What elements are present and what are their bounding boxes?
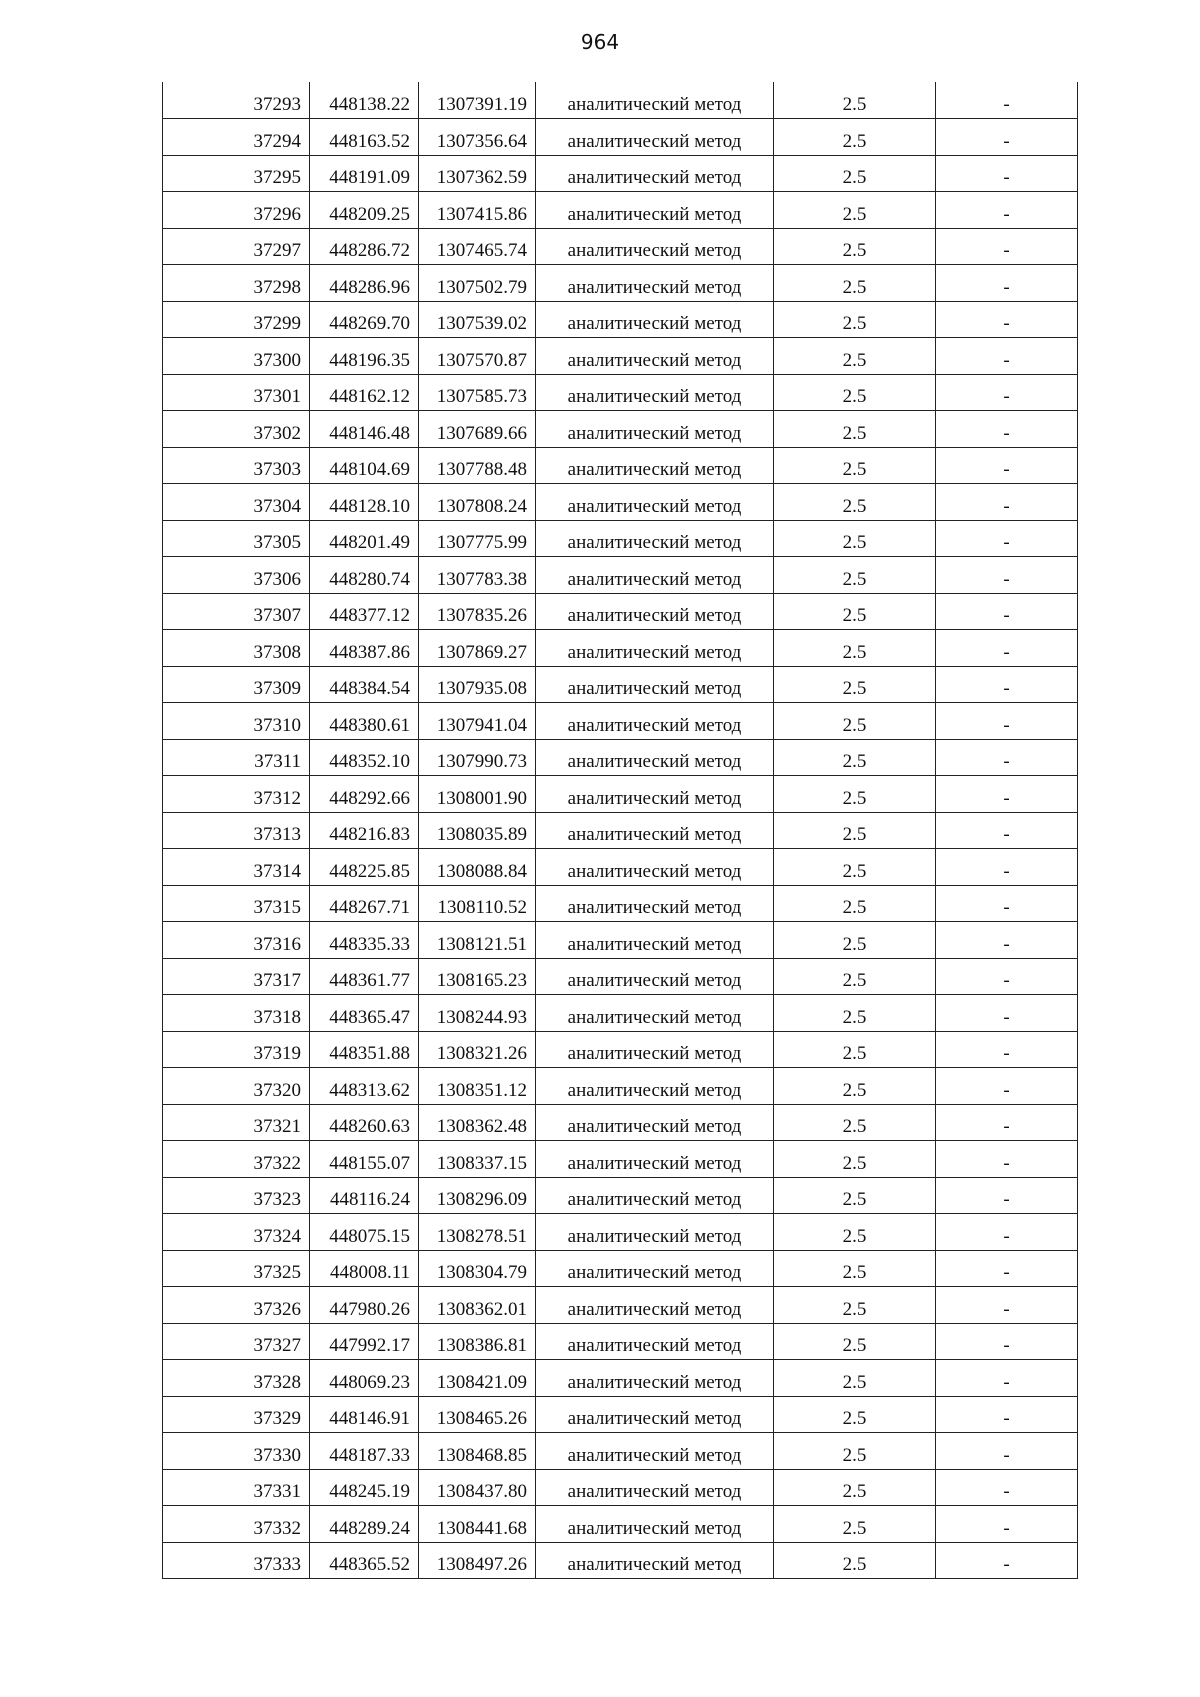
- table-row: [163, 411, 1078, 448]
- point-number-cell: 37306: [163, 557, 310, 594]
- accuracy-cell: 2.5: [774, 192, 936, 229]
- accuracy-cell: 2.5: [774, 885, 936, 922]
- accuracy-cell: 2.5: [774, 1031, 936, 1068]
- y-coordinate-cell: 1308001.90: [419, 776, 536, 813]
- point-number-cell: 37304: [163, 484, 310, 521]
- method-cell: аналитический метод: [536, 1542, 774, 1579]
- point-number-cell: 37325: [163, 1250, 310, 1287]
- x-coordinate-cell: 448267.71: [310, 885, 419, 922]
- point-number-cell: 37313: [163, 812, 310, 849]
- point-number-cell: 37328: [163, 1360, 310, 1397]
- method-cell: аналитический метод: [536, 557, 774, 594]
- accuracy-cell: 2.5: [774, 739, 936, 776]
- method-cell: аналитический метод: [536, 192, 774, 229]
- method-cell: аналитический метод: [536, 338, 774, 375]
- accuracy-cell: 2.5: [774, 155, 936, 192]
- accuracy-cell: 2.5: [774, 1469, 936, 1506]
- method-cell: аналитический метод: [536, 812, 774, 849]
- method-cell: аналитический метод: [536, 1469, 774, 1506]
- method-cell: аналитический метод: [536, 593, 774, 630]
- table-row: [163, 155, 1078, 192]
- y-coordinate-cell: 1308351.12: [419, 1068, 536, 1105]
- y-coordinate-cell: 1308337.15: [419, 1141, 536, 1178]
- method-cell: аналитический метод: [536, 1177, 774, 1214]
- point-number-cell: 37330: [163, 1433, 310, 1470]
- table-row: [163, 1141, 1078, 1178]
- method-cell: аналитический метод: [536, 228, 774, 265]
- note-cell: -: [936, 1141, 1078, 1178]
- y-coordinate-cell: 1307391.19: [419, 82, 536, 119]
- point-number-cell: 37300: [163, 338, 310, 375]
- point-number-cell: 37319: [163, 1031, 310, 1068]
- accuracy-cell: 2.5: [774, 1214, 936, 1251]
- x-coordinate-cell: 447992.17: [310, 1323, 419, 1360]
- x-coordinate-cell: 448380.61: [310, 703, 419, 740]
- x-coordinate-cell: 448146.48: [310, 411, 419, 448]
- accuracy-cell: 2.5: [774, 1396, 936, 1433]
- y-coordinate-cell: 1308362.01: [419, 1287, 536, 1324]
- accuracy-cell: 2.5: [774, 301, 936, 338]
- table-row: [163, 922, 1078, 959]
- table-row: [163, 703, 1078, 740]
- table-row: [163, 1250, 1078, 1287]
- point-number-cell: 37315: [163, 885, 310, 922]
- table-row: [163, 557, 1078, 594]
- x-coordinate-cell: 448163.52: [310, 119, 419, 156]
- method-cell: аналитический метод: [536, 703, 774, 740]
- note-cell: -: [936, 228, 1078, 265]
- y-coordinate-cell: 1307783.38: [419, 557, 536, 594]
- accuracy-cell: 2.5: [774, 703, 936, 740]
- note-cell: -: [936, 1360, 1078, 1397]
- point-number-cell: 37309: [163, 666, 310, 703]
- method-cell: аналитический метод: [536, 849, 774, 886]
- x-coordinate-cell: 448146.91: [310, 1396, 419, 1433]
- table-row: [163, 484, 1078, 521]
- note-cell: -: [936, 374, 1078, 411]
- table-row: [163, 301, 1078, 338]
- accuracy-cell: 2.5: [774, 1104, 936, 1141]
- note-cell: -: [936, 411, 1078, 448]
- table-row: [163, 338, 1078, 375]
- x-coordinate-cell: 447980.26: [310, 1287, 419, 1324]
- x-coordinate-cell: 448128.10: [310, 484, 419, 521]
- accuracy-cell: 2.5: [774, 338, 936, 375]
- accuracy-cell: 2.5: [774, 1542, 936, 1579]
- coordinates-table: [162, 82, 1078, 1579]
- accuracy-cell: 2.5: [774, 1177, 936, 1214]
- x-coordinate-cell: 448286.72: [310, 228, 419, 265]
- table-row: [163, 1433, 1078, 1470]
- y-coordinate-cell: 1307362.59: [419, 155, 536, 192]
- note-cell: -: [936, 1068, 1078, 1105]
- y-coordinate-cell: 1307585.73: [419, 374, 536, 411]
- note-cell: -: [936, 301, 1078, 338]
- x-coordinate-cell: 448335.33: [310, 922, 419, 959]
- point-number-cell: 37294: [163, 119, 310, 156]
- table-row: [163, 1542, 1078, 1579]
- method-cell: аналитический метод: [536, 739, 774, 776]
- table-row: [163, 1323, 1078, 1360]
- x-coordinate-cell: 448280.74: [310, 557, 419, 594]
- y-coordinate-cell: 1308304.79: [419, 1250, 536, 1287]
- x-coordinate-cell: 448377.12: [310, 593, 419, 630]
- accuracy-cell: 2.5: [774, 922, 936, 959]
- point-number-cell: 37323: [163, 1177, 310, 1214]
- y-coordinate-cell: 1307941.04: [419, 703, 536, 740]
- y-coordinate-cell: 1307990.73: [419, 739, 536, 776]
- y-coordinate-cell: 1308421.09: [419, 1360, 536, 1397]
- x-coordinate-cell: 448361.77: [310, 958, 419, 995]
- note-cell: -: [936, 739, 1078, 776]
- y-coordinate-cell: 1308468.85: [419, 1433, 536, 1470]
- method-cell: аналитический метод: [536, 1031, 774, 1068]
- note-cell: -: [936, 1031, 1078, 1068]
- note-cell: -: [936, 1506, 1078, 1543]
- x-coordinate-cell: 448260.63: [310, 1104, 419, 1141]
- table-row: [163, 630, 1078, 667]
- table-row: [163, 192, 1078, 229]
- method-cell: аналитический метод: [536, 1141, 774, 1178]
- method-cell: аналитический метод: [536, 411, 774, 448]
- accuracy-cell: 2.5: [774, 82, 936, 119]
- accuracy-cell: 2.5: [774, 849, 936, 886]
- note-cell: -: [936, 1214, 1078, 1251]
- x-coordinate-cell: 448286.96: [310, 265, 419, 302]
- table-row: [163, 666, 1078, 703]
- method-cell: аналитический метод: [536, 301, 774, 338]
- point-number-cell: 37301: [163, 374, 310, 411]
- point-number-cell: 37307: [163, 593, 310, 630]
- x-coordinate-cell: 448155.07: [310, 1141, 419, 1178]
- x-coordinate-cell: 448075.15: [310, 1214, 419, 1251]
- x-coordinate-cell: 448313.62: [310, 1068, 419, 1105]
- y-coordinate-cell: 1308278.51: [419, 1214, 536, 1251]
- y-coordinate-cell: 1307869.27: [419, 630, 536, 667]
- note-cell: -: [936, 1396, 1078, 1433]
- table-row: [163, 374, 1078, 411]
- point-number-cell: 37297: [163, 228, 310, 265]
- table-row: [163, 119, 1078, 156]
- method-cell: аналитический метод: [536, 630, 774, 667]
- accuracy-cell: 2.5: [774, 1506, 936, 1543]
- point-number-cell: 37296: [163, 192, 310, 229]
- note-cell: -: [936, 82, 1078, 119]
- table-row: [163, 265, 1078, 302]
- accuracy-cell: 2.5: [774, 557, 936, 594]
- table-row: [163, 82, 1078, 119]
- y-coordinate-cell: 1307415.86: [419, 192, 536, 229]
- point-number-cell: 37302: [163, 411, 310, 448]
- accuracy-cell: 2.5: [774, 776, 936, 813]
- x-coordinate-cell: 448138.22: [310, 82, 419, 119]
- x-coordinate-cell: 448352.10: [310, 739, 419, 776]
- y-coordinate-cell: 1308110.52: [419, 885, 536, 922]
- accuracy-cell: 2.5: [774, 374, 936, 411]
- point-number-cell: 37314: [163, 849, 310, 886]
- note-cell: -: [936, 995, 1078, 1032]
- x-coordinate-cell: 448116.24: [310, 1177, 419, 1214]
- point-number-cell: 37324: [163, 1214, 310, 1251]
- x-coordinate-cell: 448365.52: [310, 1542, 419, 1579]
- x-coordinate-cell: 448245.19: [310, 1469, 419, 1506]
- table-row: [163, 958, 1078, 995]
- point-number-cell: 37318: [163, 995, 310, 1032]
- method-cell: аналитический метод: [536, 922, 774, 959]
- x-coordinate-cell: 448104.69: [310, 447, 419, 484]
- note-cell: -: [936, 630, 1078, 667]
- point-number-cell: 37332: [163, 1506, 310, 1543]
- x-coordinate-cell: 448209.25: [310, 192, 419, 229]
- y-coordinate-cell: 1308386.81: [419, 1323, 536, 1360]
- x-coordinate-cell: 448351.88: [310, 1031, 419, 1068]
- table-row: [163, 849, 1078, 886]
- note-cell: -: [936, 593, 1078, 630]
- note-cell: -: [936, 812, 1078, 849]
- point-number-cell: 37299: [163, 301, 310, 338]
- y-coordinate-cell: 1307835.26: [419, 593, 536, 630]
- method-cell: аналитический метод: [536, 520, 774, 557]
- y-coordinate-cell: 1307689.66: [419, 411, 536, 448]
- method-cell: аналитический метод: [536, 119, 774, 156]
- y-coordinate-cell: 1308465.26: [419, 1396, 536, 1433]
- y-coordinate-cell: 1308165.23: [419, 958, 536, 995]
- method-cell: аналитический метод: [536, 1323, 774, 1360]
- point-number-cell: 37321: [163, 1104, 310, 1141]
- y-coordinate-cell: 1308497.26: [419, 1542, 536, 1579]
- note-cell: -: [936, 1177, 1078, 1214]
- point-number-cell: 37320: [163, 1068, 310, 1105]
- x-coordinate-cell: 448384.54: [310, 666, 419, 703]
- note-cell: -: [936, 1433, 1078, 1470]
- y-coordinate-cell: 1308244.93: [419, 995, 536, 1032]
- note-cell: -: [936, 666, 1078, 703]
- accuracy-cell: 2.5: [774, 1068, 936, 1105]
- y-coordinate-cell: 1308035.89: [419, 812, 536, 849]
- accuracy-cell: 2.5: [774, 1250, 936, 1287]
- point-number-cell: 37327: [163, 1323, 310, 1360]
- accuracy-cell: 2.5: [774, 1433, 936, 1470]
- x-coordinate-cell: 448269.70: [310, 301, 419, 338]
- note-cell: -: [936, 849, 1078, 886]
- note-cell: -: [936, 1323, 1078, 1360]
- y-coordinate-cell: 1307570.87: [419, 338, 536, 375]
- accuracy-cell: 2.5: [774, 520, 936, 557]
- accuracy-cell: 2.5: [774, 1287, 936, 1324]
- note-cell: -: [936, 484, 1078, 521]
- point-number-cell: 37293: [163, 82, 310, 119]
- table-row: [163, 228, 1078, 265]
- method-cell: аналитический метод: [536, 1287, 774, 1324]
- y-coordinate-cell: 1307502.79: [419, 265, 536, 302]
- table-row: [163, 1287, 1078, 1324]
- x-coordinate-cell: 448069.23: [310, 1360, 419, 1397]
- point-number-cell: 37308: [163, 630, 310, 667]
- x-coordinate-cell: 448216.83: [310, 812, 419, 849]
- table-row: [163, 1469, 1078, 1506]
- point-number-cell: 37316: [163, 922, 310, 959]
- y-coordinate-cell: 1307788.48: [419, 447, 536, 484]
- x-coordinate-cell: 448365.47: [310, 995, 419, 1032]
- note-cell: -: [936, 1469, 1078, 1506]
- y-coordinate-cell: 1307539.02: [419, 301, 536, 338]
- method-cell: аналитический метод: [536, 484, 774, 521]
- note-cell: -: [936, 119, 1078, 156]
- method-cell: аналитический метод: [536, 1214, 774, 1251]
- method-cell: аналитический метод: [536, 1506, 774, 1543]
- note-cell: -: [936, 958, 1078, 995]
- method-cell: аналитический метод: [536, 1396, 774, 1433]
- table-row: [163, 1360, 1078, 1397]
- table-row: [163, 1104, 1078, 1141]
- accuracy-cell: 2.5: [774, 447, 936, 484]
- table-row: [163, 776, 1078, 813]
- accuracy-cell: 2.5: [774, 265, 936, 302]
- note-cell: -: [936, 703, 1078, 740]
- y-coordinate-cell: 1308321.26: [419, 1031, 536, 1068]
- accuracy-cell: 2.5: [774, 1323, 936, 1360]
- accuracy-cell: 2.5: [774, 958, 936, 995]
- x-coordinate-cell: 448162.12: [310, 374, 419, 411]
- accuracy-cell: 2.5: [774, 630, 936, 667]
- note-cell: -: [936, 155, 1078, 192]
- x-coordinate-cell: 448191.09: [310, 155, 419, 192]
- x-coordinate-cell: 448201.49: [310, 520, 419, 557]
- note-cell: -: [936, 265, 1078, 302]
- method-cell: аналитический метод: [536, 82, 774, 119]
- table-row: [163, 1214, 1078, 1251]
- point-number-cell: 37311: [163, 739, 310, 776]
- note-cell: -: [936, 1104, 1078, 1141]
- point-number-cell: 37333: [163, 1542, 310, 1579]
- note-cell: -: [936, 192, 1078, 229]
- note-cell: -: [936, 520, 1078, 557]
- method-cell: аналитический метод: [536, 995, 774, 1032]
- table-row: [163, 812, 1078, 849]
- point-number-cell: 37317: [163, 958, 310, 995]
- x-coordinate-cell: 448289.24: [310, 1506, 419, 1543]
- x-coordinate-cell: 448387.86: [310, 630, 419, 667]
- point-number-cell: 37305: [163, 520, 310, 557]
- table-row: [163, 520, 1078, 557]
- table-row: [163, 447, 1078, 484]
- table-row: [163, 739, 1078, 776]
- method-cell: аналитический метод: [536, 666, 774, 703]
- y-coordinate-cell: 1308437.80: [419, 1469, 536, 1506]
- y-coordinate-cell: 1307775.99: [419, 520, 536, 557]
- method-cell: аналитический метод: [536, 1250, 774, 1287]
- y-coordinate-cell: 1307465.74: [419, 228, 536, 265]
- note-cell: -: [936, 447, 1078, 484]
- y-coordinate-cell: 1307356.64: [419, 119, 536, 156]
- y-coordinate-cell: 1307808.24: [419, 484, 536, 521]
- table-row: [163, 885, 1078, 922]
- table-row: [163, 1177, 1078, 1214]
- point-number-cell: 37298: [163, 265, 310, 302]
- method-cell: аналитический метод: [536, 885, 774, 922]
- method-cell: аналитический метод: [536, 1104, 774, 1141]
- table-row: [163, 1068, 1078, 1105]
- note-cell: -: [936, 557, 1078, 594]
- method-cell: аналитический метод: [536, 958, 774, 995]
- method-cell: аналитический метод: [536, 155, 774, 192]
- method-cell: аналитический метод: [536, 1360, 774, 1397]
- x-coordinate-cell: 448292.66: [310, 776, 419, 813]
- note-cell: -: [936, 1250, 1078, 1287]
- point-number-cell: 37331: [163, 1469, 310, 1506]
- point-number-cell: 37322: [163, 1141, 310, 1178]
- page-number: 964: [580, 30, 620, 54]
- method-cell: аналитический метод: [536, 1068, 774, 1105]
- note-cell: -: [936, 885, 1078, 922]
- x-coordinate-cell: 448187.33: [310, 1433, 419, 1470]
- table-row: [163, 1506, 1078, 1543]
- accuracy-cell: 2.5: [774, 1141, 936, 1178]
- point-number-cell: 37303: [163, 447, 310, 484]
- method-cell: аналитический метод: [536, 776, 774, 813]
- accuracy-cell: 2.5: [774, 593, 936, 630]
- y-coordinate-cell: 1308121.51: [419, 922, 536, 959]
- y-coordinate-cell: 1308441.68: [419, 1506, 536, 1543]
- y-coordinate-cell: 1308296.09: [419, 1177, 536, 1214]
- note-cell: -: [936, 1542, 1078, 1579]
- table-row: [163, 995, 1078, 1032]
- x-coordinate-cell: 448225.85: [310, 849, 419, 886]
- accuracy-cell: 2.5: [774, 995, 936, 1032]
- table-row: [163, 1031, 1078, 1068]
- note-cell: -: [936, 338, 1078, 375]
- accuracy-cell: 2.5: [774, 484, 936, 521]
- table-row: [163, 1396, 1078, 1433]
- point-number-cell: 37312: [163, 776, 310, 813]
- note-cell: -: [936, 776, 1078, 813]
- method-cell: аналитический метод: [536, 374, 774, 411]
- point-number-cell: 37295: [163, 155, 310, 192]
- y-coordinate-cell: 1307935.08: [419, 666, 536, 703]
- x-coordinate-cell: 448196.35: [310, 338, 419, 375]
- accuracy-cell: 2.5: [774, 666, 936, 703]
- point-number-cell: 37310: [163, 703, 310, 740]
- y-coordinate-cell: 1308088.84: [419, 849, 536, 886]
- method-cell: аналитический метод: [536, 447, 774, 484]
- table-row: [163, 593, 1078, 630]
- point-number-cell: 37326: [163, 1287, 310, 1324]
- method-cell: аналитический метод: [536, 1433, 774, 1470]
- method-cell: аналитический метод: [536, 265, 774, 302]
- note-cell: -: [936, 922, 1078, 959]
- note-cell: -: [936, 1287, 1078, 1324]
- x-coordinate-cell: 448008.11: [310, 1250, 419, 1287]
- y-coordinate-cell: 1308362.48: [419, 1104, 536, 1141]
- table-body: [163, 82, 1078, 1579]
- point-number-cell: 37329: [163, 1396, 310, 1433]
- accuracy-cell: 2.5: [774, 119, 936, 156]
- accuracy-cell: 2.5: [774, 411, 936, 448]
- accuracy-cell: 2.5: [774, 1360, 936, 1397]
- accuracy-cell: 2.5: [774, 228, 936, 265]
- accuracy-cell: 2.5: [774, 812, 936, 849]
